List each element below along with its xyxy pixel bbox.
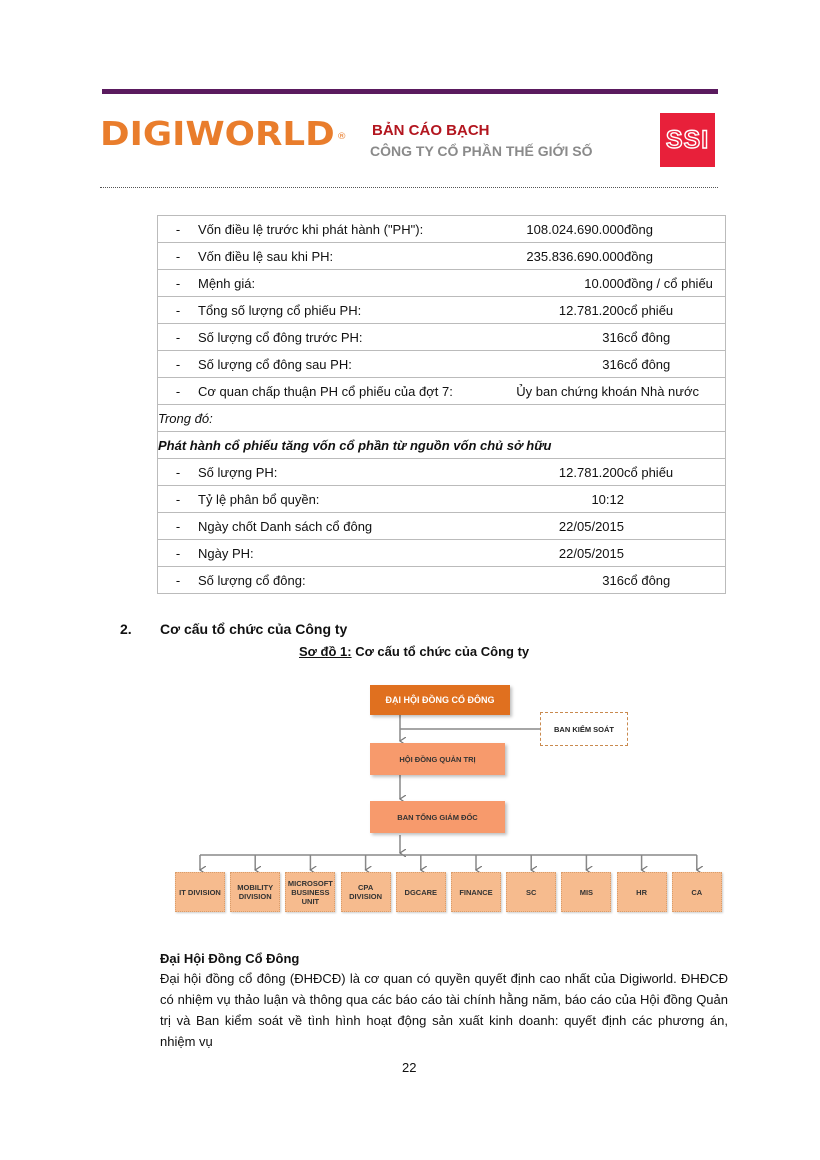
- org-box-division: SC: [506, 872, 556, 912]
- row-value: 10.000: [488, 270, 624, 297]
- table-row: [158, 324, 726, 351]
- table-note-row: [158, 405, 726, 432]
- org-box-division: DGCARE: [396, 872, 446, 912]
- org-box-supervisory-board: BAN KIỂM SOÁT: [540, 712, 628, 746]
- org-box-division: MICROSOFT BUSINESS UNIT: [285, 872, 335, 912]
- table-row: [158, 540, 726, 567]
- ssi-logo-text: SSI: [665, 125, 710, 154]
- org-box-division: HR: [617, 872, 667, 912]
- row-value: 316: [488, 351, 624, 378]
- row-dash: -: [158, 540, 199, 567]
- digiworld-logo: [100, 114, 347, 154]
- org-box-division: IT DIVISION: [175, 872, 225, 912]
- org-box-shareholders-meeting: ĐẠI HỘI ĐỒNG CỔ ĐÔNG: [370, 685, 510, 715]
- row-label: Mệnh giá:: [198, 270, 488, 297]
- row-dash: -: [158, 270, 199, 297]
- caption-prefix: Sơ đồ 1:: [299, 644, 352, 659]
- caption-text: Cơ cấu tổ chức của Công ty: [351, 644, 530, 659]
- row-dash: -: [158, 243, 199, 270]
- row-unit: [624, 540, 726, 567]
- row-value: Ủy ban chứng khoán Nhà nước: [488, 378, 726, 405]
- company-name: CÔNG TY CỔ PHẦN THẾ GIỚI SỐ: [370, 143, 593, 159]
- row-unit: cổ đông: [624, 324, 726, 351]
- org-box-board-of-directors: HỘI ĐỒNG QUẢN TRỊ: [370, 743, 505, 775]
- row-unit: đồng: [624, 216, 726, 243]
- row-value: 22/05/2015: [488, 540, 624, 567]
- table-row: [158, 243, 726, 270]
- ssi-logo: [660, 113, 715, 167]
- table-subheading: Phát hành cổ phiếu tăng vốn cổ phần từ nguồn vốn chủ sở hữu: [158, 432, 726, 459]
- table-row: [158, 216, 726, 243]
- header-dotted-divider: [100, 187, 718, 188]
- row-dash: -: [158, 486, 199, 513]
- org-box-executive-board: BAN TỔNG GIÁM ĐỐC: [370, 801, 505, 833]
- org-box-division: CPA DIVISION: [341, 872, 391, 912]
- row-unit: đồng: [624, 243, 726, 270]
- header-rule: [102, 89, 718, 94]
- row-dash: -: [158, 351, 199, 378]
- row-dash: -: [158, 216, 199, 243]
- table-row: [158, 486, 726, 513]
- row-label: Ngày PH:: [198, 540, 488, 567]
- table-row: [158, 378, 726, 405]
- issuance-info-table: [157, 215, 726, 594]
- row-dash: -: [158, 459, 199, 486]
- table-subheading-row: [158, 432, 726, 459]
- row-label: Số lượng PH:: [198, 459, 488, 486]
- diagram-caption: [299, 644, 529, 659]
- row-label: Tỷ lệ phân bổ quyền:: [198, 486, 488, 513]
- org-box-division: MIS: [561, 872, 611, 912]
- row-value: 22/05/2015: [488, 513, 624, 540]
- row-unit: cổ phiếu: [624, 459, 726, 486]
- row-dash: -: [158, 513, 199, 540]
- body-subheading: Đại Hội Đồng Cổ Đông: [160, 951, 300, 966]
- row-unit: cổ đông: [624, 567, 726, 594]
- row-value: 12.781.200: [488, 459, 624, 486]
- document-title: BẢN CÁO BẠCH: [372, 122, 490, 139]
- page-number: 22: [402, 1060, 417, 1075]
- org-box-division: FINANCE: [451, 872, 501, 912]
- row-value: 10:12: [488, 486, 624, 513]
- section-heading: [120, 621, 347, 637]
- table-row: [158, 297, 726, 324]
- row-dash: -: [158, 378, 199, 405]
- row-label: Cơ quan chấp thuận PH cổ phiếu của đợt 7:: [198, 378, 488, 405]
- section-title: Cơ cấu tổ chức của Công ty: [160, 621, 348, 637]
- row-dash: -: [158, 297, 199, 324]
- row-unit: đồng / cổ phiếu: [624, 270, 726, 297]
- table-row: [158, 270, 726, 297]
- row-dash: -: [158, 567, 199, 594]
- row-label: Ngày chốt Danh sách cổ đông: [198, 513, 488, 540]
- org-chart: [160, 675, 730, 935]
- row-value: 316: [488, 567, 624, 594]
- row-unit: cổ đông: [624, 351, 726, 378]
- registered-mark: ®: [336, 132, 347, 142]
- logo-text: DIGIWORLD: [100, 114, 335, 153]
- row-label: Số lượng cổ đông trước PH:: [198, 324, 488, 351]
- table-row: [158, 567, 726, 594]
- row-label: Số lượng cổ đông sau PH:: [198, 351, 488, 378]
- section-number: 2.: [120, 621, 132, 637]
- table-row: [158, 513, 726, 540]
- org-box-division: CA: [672, 872, 722, 912]
- org-box-division: MOBILITY DIVISION: [230, 872, 280, 912]
- row-value: 12.781.200: [488, 297, 624, 324]
- row-value: 108.024.690.000: [488, 216, 624, 243]
- row-unit: [624, 486, 726, 513]
- row-value: 316: [488, 324, 624, 351]
- row-value: 235.836.690.000: [488, 243, 624, 270]
- row-label: Vốn điều lệ trước khi phát hành ("PH"):: [198, 216, 488, 243]
- table-row: [158, 351, 726, 378]
- row-label: Số lượng cổ đông:: [198, 567, 488, 594]
- row-label: Tổng số lượng cổ phiếu PH:: [198, 297, 488, 324]
- table-note: Trong đó:: [158, 405, 726, 432]
- body-paragraph: Đại hội đồng cổ đông (ĐHĐCĐ) là cơ quan có quyền quyết định cao nhất của Digiworld. ĐHĐCĐ có nhiệm vụ thảo luận và thông qua các báo cáo tài chính hằng năm, báo cáo của Hội đồng Quản trị và Ban kiểm soát về tình hình hoạt động sản xuất kinh doanh: quyết định các phương án, nhiệm vụ: [160, 971, 728, 1049]
- row-unit: [624, 513, 726, 540]
- row-unit: cổ phiếu: [624, 297, 726, 324]
- row-dash: -: [158, 324, 199, 351]
- table-row: [158, 459, 726, 486]
- row-label: Vốn điều lệ sau khi PH:: [198, 243, 488, 270]
